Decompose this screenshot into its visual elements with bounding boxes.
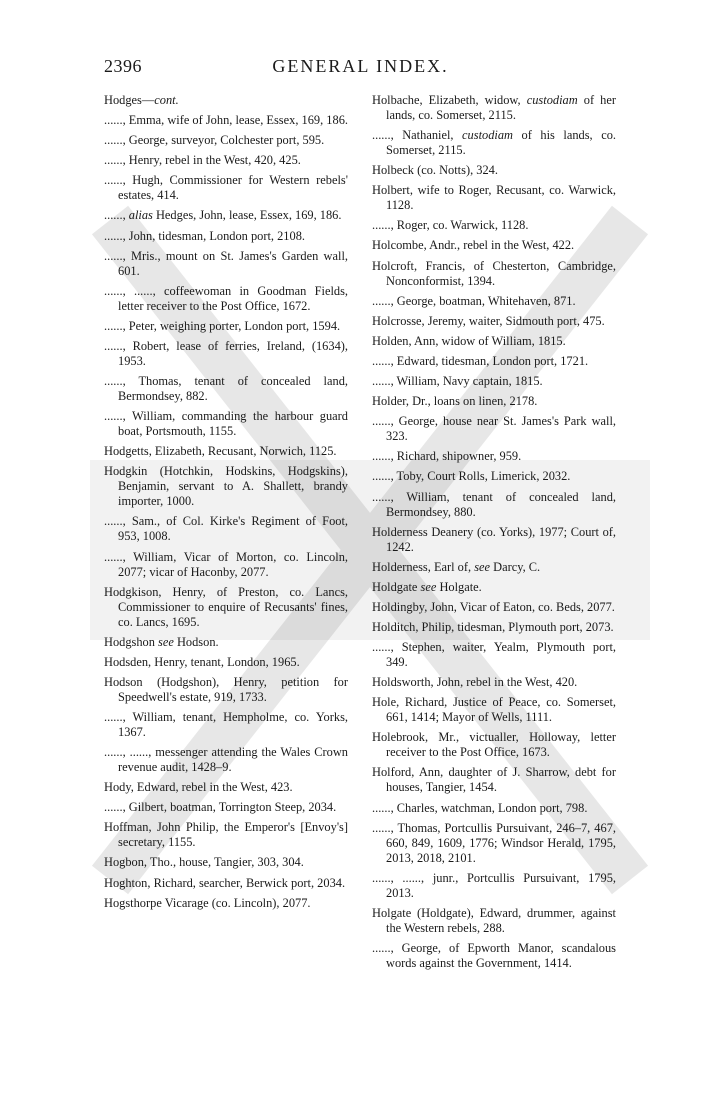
entry-text: Holebrook, Mr., victualler, Holloway, letter receiver to the Post Office, 1673.	[372, 730, 616, 760]
entry-text: Holcombe, Andr., rebel in the West, 422.	[372, 238, 575, 253]
index-entry	[372, 730, 616, 760]
entry-text: ......, William, tenant of concealed land, Bermondsey, 880.	[372, 489, 616, 519]
entry-text: ......, ......, messenger attending the Wales Crown revenue audit, 1428–9.	[104, 745, 348, 775]
entry-italic-text: see	[420, 579, 437, 594]
entry-text: ......, Mris., mount on St. James's Garden wall, 601.	[104, 248, 348, 278]
index-entry	[372, 765, 616, 795]
entry-text: ......, William, Navy captain, 1815.	[372, 374, 543, 389]
index-entry	[372, 871, 616, 901]
index-entry	[104, 133, 348, 148]
index-entry	[104, 464, 348, 509]
index-entry	[372, 93, 616, 123]
entry-text: Holbache, Elizabeth, widow,	[372, 93, 527, 107]
entry-text: ......,	[104, 208, 129, 223]
index-entry	[372, 314, 616, 329]
entry-italic-text: see	[158, 634, 174, 649]
index-entry	[104, 745, 348, 775]
entry-text: Hody, Edward, rebel in the West, 423.	[104, 780, 293, 795]
index-entry	[372, 238, 616, 253]
index-entry	[104, 319, 348, 334]
entry-text: ......, Stephen, waiter, Yealm, Plymouth port, 349.	[372, 640, 616, 670]
entry-text: ......, William, Vicar of Morton, co. Lincoln, 2077; vicar of Haconby, 2077.	[104, 549, 348, 579]
entry-text: ......, Richard, shipowner, 959.	[372, 449, 522, 464]
page-header	[0, 56, 721, 80]
index-entry	[104, 655, 348, 670]
entry-text: Holdingby, John, Vicar of Eaton, co. Beds, 2077.	[372, 599, 615, 614]
index-entry	[372, 394, 616, 409]
index-entry	[372, 560, 616, 575]
entry-text-continued: of her lands, co. Somerset, 2115.	[386, 93, 616, 122]
index-column-left	[104, 93, 348, 916]
entry-text: ......, George, house near St. James's Park wall, 323.	[372, 414, 616, 444]
entry-text: Holbeck (co. Notts), 324.	[372, 163, 498, 178]
index-entry	[372, 354, 616, 369]
index-entry	[372, 218, 616, 233]
index-entry	[104, 780, 348, 795]
entry-text: ......, Nathaniel,	[372, 128, 463, 143]
entry-text: ......, Thomas, tenant of concealed land, Bermondsey, 882.	[104, 374, 348, 404]
entry-text: Holcrosse, Jeremy, waiter, Sidmouth port, 475.	[372, 313, 605, 328]
index-entry	[104, 635, 348, 650]
entry-text: ......, Toby, Court Rolls, Limerick, 2032.	[372, 469, 571, 484]
index-entry	[372, 695, 616, 725]
index-entry	[104, 113, 348, 128]
index-entry	[104, 675, 348, 705]
index-entry	[372, 620, 616, 635]
entry-text: Holdsworth, John, rebel in the West, 420.	[372, 675, 578, 690]
entry-text: Holden, Ann, widow of William, 1815.	[372, 333, 566, 348]
entry-text: Hogsthorpe Vicarage (co. Lincoln), 2077.	[104, 895, 311, 910]
index-entry	[372, 640, 616, 670]
entry-text: Holderness, Earl of,	[372, 559, 475, 574]
entry-text: ......, George, of Epworth Manor, scandalous words against the Government, 1414.	[372, 940, 616, 970]
index-entry	[104, 229, 348, 244]
index-entry	[104, 409, 348, 439]
index-entry	[372, 801, 616, 816]
entry-italic-text: alias	[128, 208, 153, 223]
entry-italic-text: see	[474, 559, 491, 574]
index-entry	[104, 585, 348, 630]
index-entry	[104, 550, 348, 580]
index-entry	[372, 821, 616, 866]
entry-text: ......, Gilbert, boatman, Torrington Steep, 2034.	[104, 800, 337, 815]
running-title: GENERAL INDEX.	[272, 56, 449, 76]
index-entry	[104, 153, 348, 168]
index-entry	[104, 93, 348, 108]
index-entry	[104, 800, 348, 815]
entry-text: Hodgshon	[104, 634, 159, 649]
entry-text: ......, William, tenant, Hempholme, co. Yorks, 1367.	[104, 709, 348, 739]
entry-text-continued: of his lands, co. Somerset, 2115.	[386, 128, 616, 158]
entry-text: ......, Charles, watchman, London port, 798.	[372, 800, 588, 815]
index-entry	[104, 820, 348, 850]
entry-text: Holder, Dr., loans on linen, 2178.	[372, 394, 538, 409]
entry-text: ......, George, surveyor, Colchester port, 595.	[104, 133, 325, 148]
index-entry	[104, 208, 348, 223]
index-entry	[104, 514, 348, 544]
entry-text: ......, Robert, lease of ferries, Ireland, (1634), 1953.	[104, 338, 348, 368]
entry-text: ......, ......, coffeewoman in Goodman Fields, letter receiver to the Post Office, 1672.	[104, 283, 348, 313]
entry-text: ......, Edward, tidesman, London port, 1721.	[372, 353, 589, 368]
index-entry	[372, 449, 616, 464]
entry-text: Holdgate	[372, 579, 421, 594]
entry-text: ......, George, boatman, Whitehaven, 871.	[372, 293, 576, 308]
index-entry	[372, 600, 616, 615]
entry-text: Hodson (Hodgshon), Henry, petition for Speedwell's estate, 919, 1733.	[104, 674, 348, 704]
entry-text: Holgate (Holdgate), Edward, drummer, against the Western rebels, 288.	[372, 905, 616, 935]
entry-italic-text: custodiam	[526, 93, 578, 107]
entry-text-continued: Holgate.	[436, 579, 482, 594]
page-number: 2396	[104, 56, 142, 76]
entry-text: ......, Hugh, Commissioner for Western rebels' estates, 414.	[104, 173, 348, 203]
index-entry	[104, 249, 348, 279]
index-entry	[372, 163, 616, 178]
entry-italic-text: custodiam	[462, 128, 513, 143]
index-entry	[372, 414, 616, 444]
index-entry	[104, 444, 348, 459]
entry-text: Holcroft, Francis, of Chesterton, Cambridge, Nonconformist, 1394.	[372, 258, 616, 288]
index-entry	[104, 710, 348, 740]
entry-text: ......, Thomas, Portcullis Pursuivant, 246–7, 467, 660, 849, 1609, 1776; Windsor Herald, 1795, 2013, 2018, 2101.	[372, 820, 616, 865]
index-entry	[372, 374, 616, 389]
entry-text-continued: Hodson.	[173, 634, 219, 649]
index-entry	[372, 906, 616, 936]
entry-text: Holderness Deanery (co. Yorks), 1977; Court of, 1242.	[372, 524, 616, 554]
index-entry	[104, 855, 348, 870]
entry-text: Hodgetts, Elizabeth, Recusant, Norwich, 1125.	[104, 444, 337, 459]
entry-text: ......, Roger, co. Warwick, 1128.	[372, 218, 529, 233]
index-entry	[372, 675, 616, 690]
entry-text: ......, John, tidesman, London port, 2108.	[104, 228, 305, 243]
entry-text: Hodgkin (Hotchkin, Hodskins, Hodgskins), Benjamin, servant to A. Shallett, brandy importer, 1000.	[104, 464, 348, 509]
index-entry	[372, 259, 616, 289]
entry-text: Hogbon, Tho., house, Tangier, 303, 304.	[104, 855, 304, 870]
index-entry	[372, 941, 616, 971]
index-entry	[372, 128, 616, 158]
entry-text: Hoghton, Richard, searcher, Berwick port, 2034.	[104, 875, 346, 890]
entry-text: Hole, Richard, Justice of Peace, co. Somerset, 661, 1414; Mayor of Wells, 1111.	[372, 695, 616, 725]
entry-text: Holford, Ann, daughter of J. Sharrow, debt for houses, Tangier, 1454.	[372, 765, 616, 795]
index-entry	[372, 294, 616, 309]
entry-text: ......, William, commanding the harbour guard boat, Portsmouth, 1155.	[104, 409, 348, 439]
entry-text: Hodgkison, Henry, of Preston, co. Lancs, Commissioner to enquire of Recusants' fines, co. Lancs, 1695.	[104, 584, 348, 629]
index-entry	[104, 374, 348, 404]
entry-text: Hodges—	[104, 93, 155, 107]
index-entry	[104, 284, 348, 314]
index-entry	[372, 183, 616, 213]
entry-text: ......, Henry, rebel in the West, 420, 425.	[104, 153, 301, 168]
index-entry	[104, 896, 348, 911]
entry-text: Holbert, wife to Roger, Recusant, co. Warwick, 1128.	[372, 183, 616, 213]
index-entry	[372, 469, 616, 484]
entry-text: ......, Emma, wife of John, lease, Essex, 169, 186.	[104, 113, 348, 128]
index-column-right	[372, 93, 616, 976]
entry-text: Holditch, Philip, tidesman, Plymouth port, 2073.	[372, 619, 614, 634]
index-entry	[372, 525, 616, 555]
entry-text: ......, Sam., of Col. Kirke's Regiment of Foot, 953, 1008.	[104, 514, 348, 544]
entry-text: ......, Peter, weighing porter, London port, 1594.	[104, 318, 341, 333]
index-entry	[104, 173, 348, 203]
entry-text: ......, ......, junr., Portcullis Pursuivant, 1795, 2013.	[372, 870, 616, 900]
index-entry	[372, 490, 616, 520]
index-entry	[372, 334, 616, 349]
entry-text-continued: Hedges, John, lease, Essex, 169, 186.	[152, 208, 342, 223]
index-entry	[104, 339, 348, 369]
index-entry	[372, 580, 616, 595]
index-entry	[104, 876, 348, 891]
entry-text-continued: Darcy, C.	[490, 559, 541, 574]
entry-italic-text: cont.	[154, 93, 179, 107]
entry-text: Hodsden, Henry, tenant, London, 1965.	[104, 654, 300, 669]
entry-text: Hoffman, John Philip, the Emperor's [Envoy's] secretary, 1155.	[104, 820, 348, 850]
